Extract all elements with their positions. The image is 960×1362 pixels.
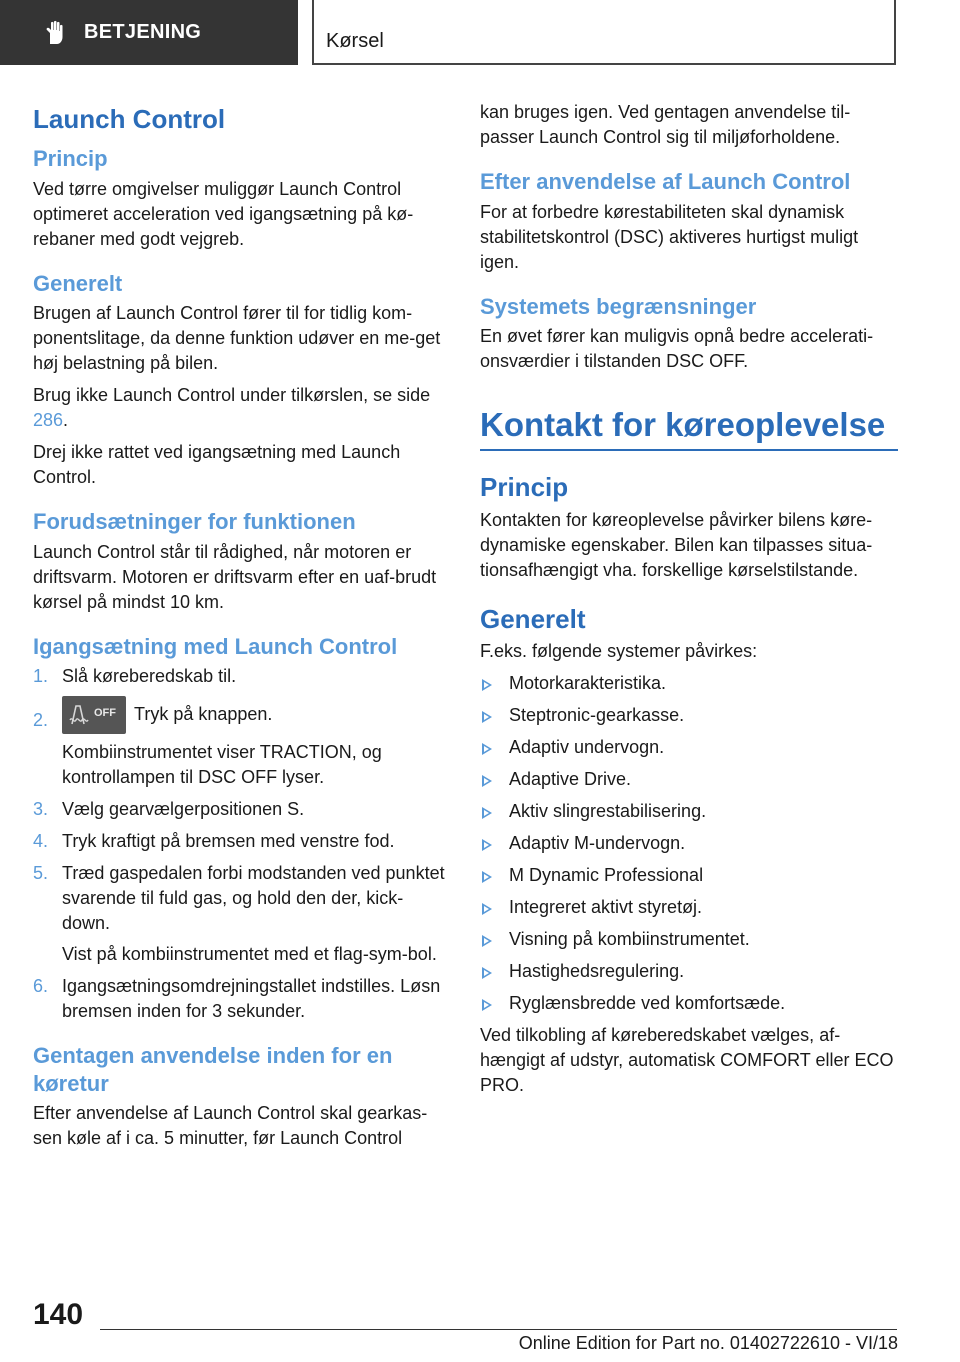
section-tab bbox=[0, 0, 298, 65]
section-title: BETJENING bbox=[84, 21, 202, 43]
final-text: Ved tilkobling af køreberedskabet vælges, af-hængigt af udstyr, automatisk COMFORT eller ECO PRO. bbox=[480, 1025, 894, 1096]
efter-heading: Efter anvendelse af Launch Control bbox=[480, 169, 851, 194]
launch-control-title: Launch Control bbox=[33, 104, 226, 134]
triangle-bullet-icon bbox=[482, 967, 492, 979]
generelt-text-2b: F.eks. følgende systemer påvirkes: bbox=[480, 641, 758, 662]
triangle-bullet-icon bbox=[482, 871, 492, 883]
list-item: 1. Slå køreberedskab til. bbox=[33, 666, 237, 687]
list-item: 2. OFF Tryk på knappen. Kombiinstrumentet viser TRACTION, og kontrollampen til DSC OFF lyser. bbox=[33, 696, 451, 790]
triangle-bullet-icon bbox=[482, 839, 492, 851]
hand-icon bbox=[42, 20, 68, 46]
dsc-off-button-icon bbox=[62, 696, 126, 734]
triangle-bullet-icon bbox=[482, 999, 492, 1011]
begraensninger-text: En øvet fører kan muligvis opnå bedre accelerati-onsværdier i tilstanden DSC OFF. bbox=[480, 326, 874, 371]
list-item: 4. Tryk kraftigt på bremsen med venstre fod. bbox=[33, 831, 395, 852]
list-item: 3. Vælg gearvælgerpositionen S. bbox=[33, 799, 305, 820]
chapter-title: Kørsel bbox=[326, 30, 384, 52]
list-item: Steptronic-gearkasse. bbox=[480, 703, 898, 728]
page-link[interactable]: 286 bbox=[33, 410, 64, 431]
generelt-text-1: Brugen af Launch Control fører til for tidlig kom-ponentslitage, da denne funktion udøver en me-get høj belastning på bilen. bbox=[33, 303, 441, 374]
efter-text: For at forbedre kørestabiliteten skal dynamisk stabilitetskontrol (DSC) aktiveres hurtigst muligt igen. bbox=[480, 201, 859, 272]
footer-divider bbox=[100, 1329, 897, 1330]
gentagen-heading: Gentagen anvendelse inden for en køretur bbox=[33, 1043, 393, 1096]
list-item: Motorkarakteristika. bbox=[480, 671, 898, 696]
list-item: Visning på kombiinstrumentet. bbox=[480, 927, 898, 952]
list-item: 5. Træd gaspedalen forbi modstanden ved punktet svarende til fuld gas, og hold den der, kick-down. Vist på kombiinstrumentet med et flag-sym-bol. bbox=[33, 863, 445, 965]
list-item: Ryglænsbredde ved komfortsæde. bbox=[480, 991, 898, 1016]
princip-text: Ved tørre omgivelser muliggør Launch Control optimeret acceleration ved igangsætning på kø-rebaner med godt vejgreb. bbox=[33, 178, 414, 249]
list-item: 6. Igangsætningsomdrejningstallet indstilles. Løsn bremsen inden for 3 sekunder. bbox=[33, 976, 441, 1022]
triangle-bullet-icon bbox=[482, 775, 492, 787]
list-item: Adaptiv undervogn. bbox=[480, 735, 898, 760]
triangle-bullet-icon bbox=[482, 935, 492, 947]
page-number: 140 bbox=[33, 1298, 84, 1331]
edition-text: Online Edition for Part no. 01402722610 - VI/18 bbox=[518, 1333, 898, 1353]
dsc-off-button-label: OFF bbox=[94, 707, 116, 720]
triangle-bullet-icon bbox=[482, 679, 492, 691]
generelt-text-2: Brug ikke Launch Control under tilkørslen, se side 286. bbox=[33, 385, 431, 431]
continued-text: kan bruges igen. Ved gentagen anvendelse til-passer Launch Control sig til miljøforholdene. bbox=[480, 102, 851, 147]
steps-list bbox=[33, 664, 451, 1024]
gentagen-text: Efter anvendelse af Launch Control skal gearkas-sen køle af i ca. 5 minutter, før Launch Control bbox=[33, 1103, 428, 1149]
list-item: Adaptive Drive. bbox=[480, 767, 898, 792]
forudsaetninger-heading: Forudsætninger for funktionen bbox=[33, 509, 356, 535]
princip-heading-2: Princip bbox=[480, 472, 569, 503]
generelt-heading-2: Generelt bbox=[480, 603, 586, 634]
right-column bbox=[480, 100, 898, 1105]
begraensninger-heading: Systemets begrænsninger bbox=[480, 293, 757, 319]
systems-list bbox=[480, 671, 898, 1016]
triangle-bullet-icon bbox=[482, 743, 492, 755]
forudsaetninger-text: Launch Control står til rådighed, når motoren er driftsvarm. Motoren er driftsvarm efter en uaf-brudt kørsel på mindst 10 km. bbox=[33, 541, 437, 612]
igangsaetning-heading: Igangsætning med Launch Control bbox=[33, 633, 398, 659]
triangle-bullet-icon bbox=[482, 807, 492, 819]
left-column bbox=[33, 100, 451, 1158]
generelt-heading: Generelt bbox=[33, 270, 123, 296]
princip-heading: Princip bbox=[33, 146, 108, 172]
generelt-text-3: Drej ikke rattet ved igangsætning med Launch Control. bbox=[33, 442, 401, 488]
triangle-bullet-icon bbox=[482, 711, 492, 723]
triangle-bullet-icon bbox=[482, 903, 492, 915]
chapter-box bbox=[312, 0, 896, 65]
princip-text-2: Kontakten for køreoplevelse påvirker bilens køre-dynamiske egenskaber. Bilen kan tilpasses situa-tionsafhængigt vha. forskellige kørselstilstande. bbox=[480, 509, 873, 580]
kontakt-title: Kontakt for køreoplevelse bbox=[480, 404, 898, 451]
list-item: Adaptiv M-undervogn. bbox=[480, 831, 898, 856]
list-item: Hastighedsregulering. bbox=[480, 959, 898, 984]
list-item: Aktiv slingrestabilisering. bbox=[480, 799, 898, 824]
list-item: M Dynamic Professional bbox=[480, 863, 898, 888]
list-item: Integreret aktivt styretøj. bbox=[480, 895, 898, 920]
